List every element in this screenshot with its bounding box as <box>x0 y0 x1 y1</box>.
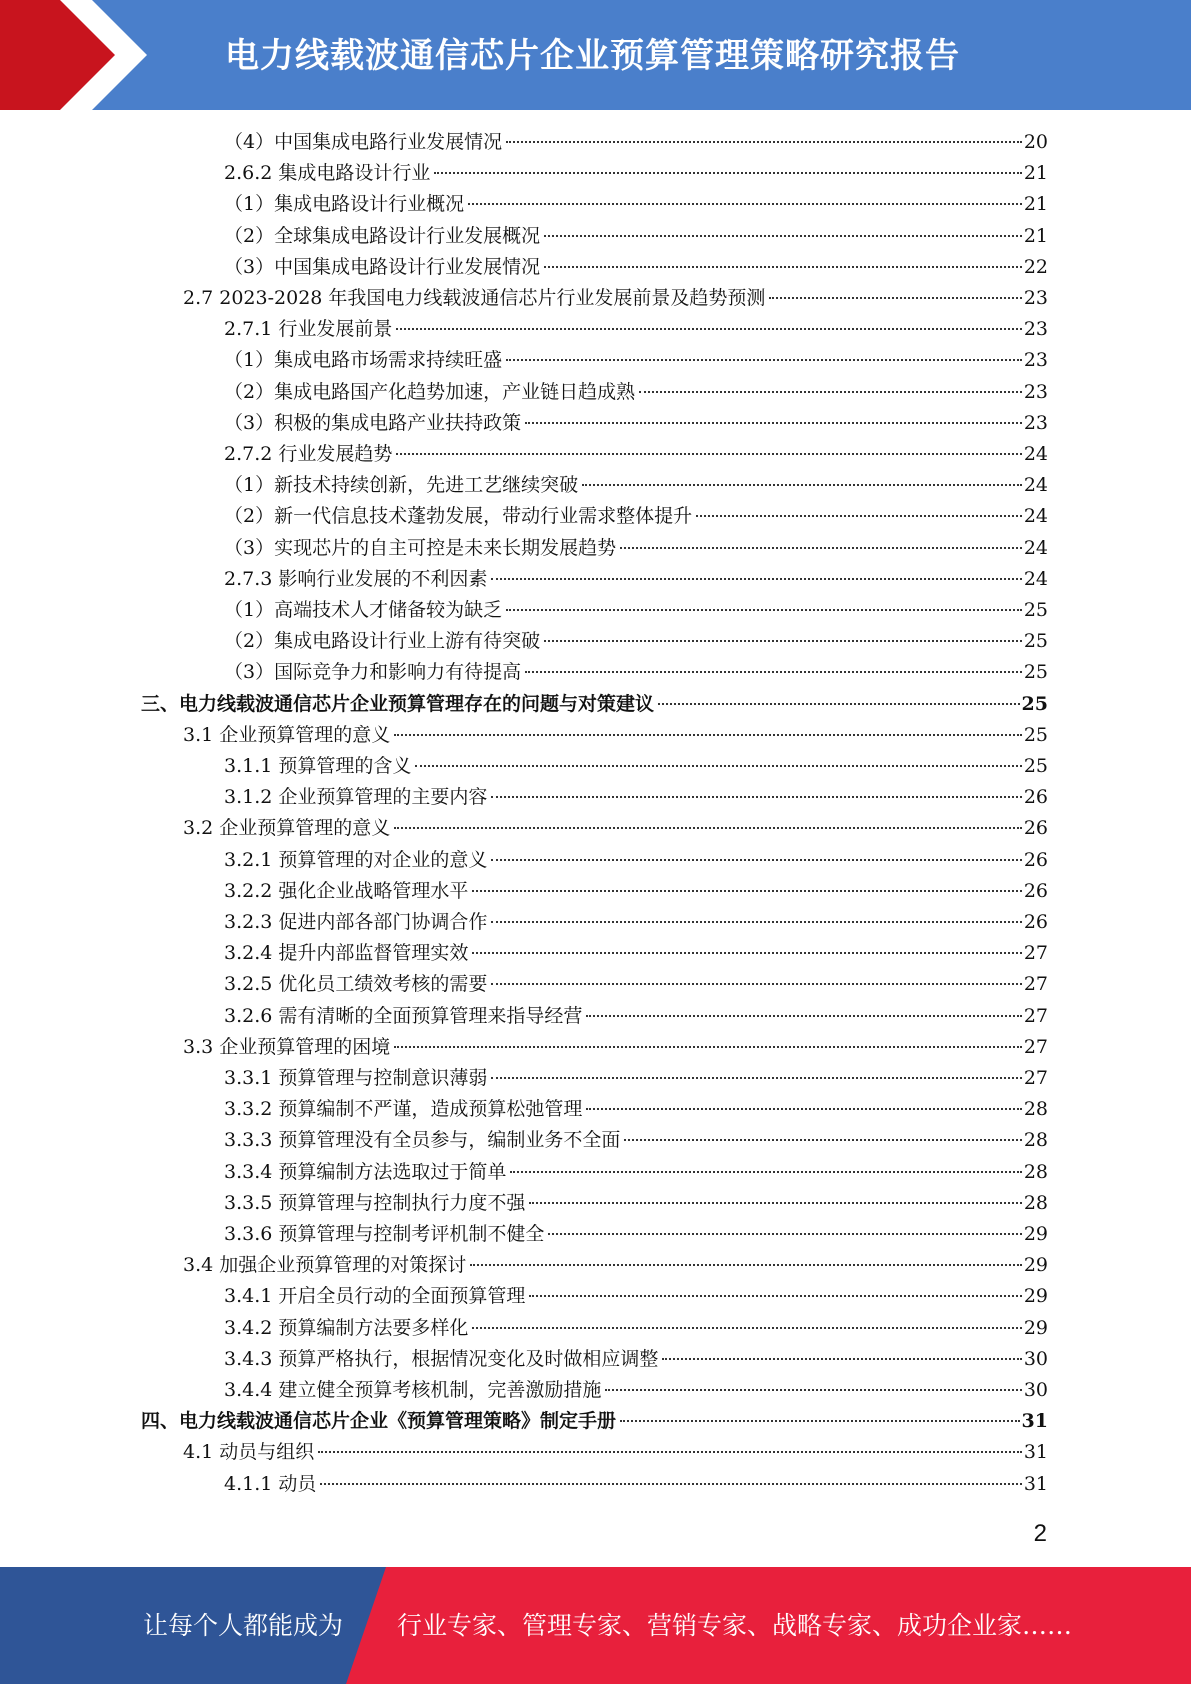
toc-dot-leader <box>548 1233 1021 1235</box>
toc-entry-title: （2）集成电路设计行业上游有待突破 <box>224 630 541 653</box>
toc-dot-leader <box>544 266 1022 268</box>
toc-entry[interactable] <box>224 1094 1048 1125</box>
toc-entry-title: 3.2.5 优化员工绩效考核的需要 <box>224 973 488 996</box>
toc-entry-page: 23 <box>1023 349 1048 372</box>
toc-entry[interactable] <box>224 345 1048 376</box>
toc-dot-leader <box>510 1171 1021 1173</box>
toc-dot-leader <box>394 827 1022 829</box>
toc-entry-title: 3.4 加强企业预算管理的对策探讨 <box>183 1254 467 1277</box>
toc-entry[interactable] <box>224 1188 1048 1219</box>
toc-entry-title: 3.2.6 需有清晰的全面预算管理来指导经营 <box>224 1004 583 1027</box>
toc-entry[interactable] <box>183 1437 1048 1468</box>
toc-entry[interactable] <box>224 1375 1048 1406</box>
toc-entry-page: 24 <box>1023 474 1048 497</box>
toc-entry[interactable] <box>224 1344 1048 1375</box>
toc-entry-title: （4）中国集成电路行业发展情况 <box>224 131 503 153</box>
toc-dot-leader <box>525 671 1022 673</box>
toc-entry-page: 25 <box>1023 599 1048 621</box>
toc-entry[interactable] <box>224 751 1048 782</box>
toc-entry-page: 20 <box>1023 131 1048 153</box>
toc-entry-page: 28 <box>1023 1160 1048 1183</box>
footer-slogan-left: 让每个人都能成为 <box>143 1611 344 1640</box>
toc-dot-leader <box>529 1295 1021 1297</box>
toc-entry-title: 3.4.4 建立健全预算考核机制，完善激励措施 <box>224 1379 602 1401</box>
toc-entry-title: 三、电力线载波通信芯片企业预算管理存在的问题与对策建议 <box>141 692 655 715</box>
toc-entry-page: 25 <box>1023 630 1048 653</box>
toc-entry-page: 24 <box>1023 505 1048 528</box>
toc-entry[interactable] <box>224 657 1048 688</box>
toc-dot-leader <box>396 453 1021 455</box>
toc-dot-leader <box>620 1420 1020 1422</box>
toc-entry-title: （1）集成电路设计行业概况 <box>224 193 465 216</box>
page-header <box>0 0 1191 110</box>
toc-entry[interactable] <box>224 969 1048 1000</box>
toc-dot-leader <box>506 609 1022 611</box>
toc-entry-page: 31 <box>1021 1410 1048 1433</box>
toc-entry-page: 23 <box>1023 411 1048 434</box>
toc-entry[interactable] <box>183 283 1048 314</box>
toc-entry[interactable] <box>224 1125 1048 1156</box>
toc-entry-title: （3）国际竞争力和影响力有待提高 <box>224 661 522 684</box>
toc-entry[interactable] <box>224 1313 1048 1344</box>
toc-dot-leader <box>470 1264 1022 1266</box>
toc-entry[interactable] <box>224 221 1048 252</box>
toc-entry-title: （3）中国集成电路设计行业发展情况 <box>224 255 541 278</box>
toc-dot-leader <box>696 515 1022 517</box>
toc-entry[interactable] <box>141 689 1048 720</box>
toc-entry-page: 24 <box>1023 567 1048 590</box>
toc-entry-title: 2.7.2 行业发展趋势 <box>224 443 393 465</box>
toc-dot-leader <box>639 391 1022 393</box>
toc-entry-title: （1）集成电路市场需求持续旺盛 <box>224 349 503 372</box>
toc-entry-page: 30 <box>1023 1347 1048 1370</box>
toc-entry[interactable] <box>224 1157 1048 1188</box>
toc-entry-page: 28 <box>1023 1129 1048 1152</box>
toc-entry-title: 3.4.3 预算严格执行，根据情况变化及时做相应调整 <box>224 1347 659 1370</box>
toc-entry[interactable] <box>141 1406 1048 1437</box>
toc-entry-title: （1）高端技术人才储备较为缺乏 <box>224 599 503 621</box>
toc-entry-title: 四、电力线载波通信芯片企业《预算管理策略》制定手册 <box>141 1410 617 1433</box>
toc-dot-leader <box>472 952 1021 954</box>
toc-entry[interactable] <box>224 408 1048 439</box>
toc-dot-leader <box>586 1015 1021 1017</box>
toc-entry-page: 26 <box>1023 911 1048 933</box>
toc-entry[interactable] <box>183 1250 1048 1281</box>
toc-dot-leader <box>318 1451 1022 1453</box>
toc-entry-title: （3）实现芯片的自主可控是未来长期发展趋势 <box>224 536 617 559</box>
toc-entry-page: 24 <box>1023 443 1048 465</box>
toc-entry[interactable] <box>224 564 1048 595</box>
toc-entry-title: （3）积极的集成电路产业扶持政策 <box>224 411 522 434</box>
toc-entry[interactable] <box>224 189 1048 220</box>
toc-dot-leader <box>620 547 1022 549</box>
toc-entry-title: 3.3.3 预算管理没有全员参与，编制业务不全面 <box>224 1129 621 1152</box>
toc-dot-leader <box>491 1077 1021 1079</box>
toc-dot-leader <box>662 1358 1021 1360</box>
toc-entry-title: 3.2.3 促进内部各部门协调合作 <box>224 911 488 933</box>
toc-entry-page: 25 <box>1023 755 1048 777</box>
toc-dot-leader <box>472 890 1021 892</box>
toc-entry-title: 3.4.2 预算编制方法要多样化 <box>224 1316 469 1339</box>
toc-entry-page: 29 <box>1023 1316 1048 1339</box>
toc-entry-title: 2.7.1 行业发展前景 <box>224 318 393 341</box>
toc-entry-title: 4.1.1 动员 <box>224 1472 317 1495</box>
toc-entry-page: 26 <box>1023 786 1048 809</box>
toc-entry-title: 2.7.3 影响行业发展的不利因素 <box>224 567 488 590</box>
toc-entry-page: 21 <box>1023 193 1048 216</box>
toc-dot-leader <box>506 141 1022 143</box>
toc-entry-title: 3.2 企业预算管理的意义 <box>183 817 391 840</box>
toc-entry-page: 31 <box>1023 1472 1048 1495</box>
toc-dot-leader <box>582 484 1022 486</box>
toc-entry[interactable] <box>224 595 1048 626</box>
toc-entry-title: 3.1.2 企业预算管理的主要内容 <box>224 786 488 809</box>
toc-entry-title: 3.2.2 强化企业战略管理水平 <box>224 879 469 902</box>
toc-entry[interactable] <box>224 439 1048 470</box>
toc-dot-leader <box>605 1389 1021 1391</box>
toc-entry[interactable] <box>224 501 1048 532</box>
toc-dot-leader <box>434 172 1021 174</box>
toc-entry-page: 26 <box>1023 879 1048 902</box>
toc-entry-page: 23 <box>1023 318 1048 341</box>
toc-dot-leader <box>506 359 1022 361</box>
toc-entry[interactable] <box>224 876 1048 907</box>
toc-entry[interactable] <box>224 252 1048 283</box>
footer-slogan-right: 行业专家、管理专家、营销专家、战略专家、成功企业家…… <box>397 1611 1073 1640</box>
toc-entry-page: 27 <box>1023 1035 1048 1058</box>
toc-entry[interactable] <box>224 938 1048 969</box>
toc-entry-page: 26 <box>1023 848 1048 871</box>
toc-dot-leader <box>468 203 1022 205</box>
toc-entry[interactable] <box>224 1219 1048 1250</box>
toc-entry-page: 27 <box>1023 1067 1048 1089</box>
toc-entry-title: 3.1 企业预算管理的意义 <box>183 723 391 746</box>
toc-dot-leader <box>396 328 1021 330</box>
toc-entry-page: 25 <box>1023 661 1048 684</box>
toc-entry-title: 4.1 动员与组织 <box>183 1441 315 1464</box>
toc-entry-title: （2）集成电路国产化趋势加速，产业链日趋成熟 <box>224 380 636 403</box>
toc-dot-leader <box>586 1108 1021 1110</box>
toc-entry[interactable] <box>224 1001 1048 1032</box>
toc-entry-page: 28 <box>1023 1191 1048 1214</box>
toc-entry-title: 3.3.5 预算管理与控制执行力度不强 <box>224 1191 526 1214</box>
report-title: 电力线载波通信芯片企业预算管理策略研究报告 <box>225 36 960 76</box>
toc-entry-page: 21 <box>1023 162 1048 185</box>
toc-dot-leader <box>529 1202 1021 1204</box>
toc-entry-page: 31 <box>1023 1441 1048 1464</box>
toc-entry-page: 22 <box>1023 255 1048 278</box>
toc-entry[interactable] <box>224 158 1048 189</box>
toc-entry-page: 29 <box>1023 1254 1048 1277</box>
toc-entry[interactable] <box>224 314 1048 345</box>
toc-entry-title: 3.3.2 预算编制不严谨，造成预算松弛管理 <box>224 1098 583 1121</box>
toc-entry[interactable] <box>224 470 1048 501</box>
toc-dot-leader <box>525 422 1022 424</box>
toc-dot-leader <box>658 703 1020 705</box>
toc-entry-page: 29 <box>1023 1223 1048 1245</box>
toc-dot-leader <box>491 859 1021 861</box>
toc-entry-page: 25 <box>1023 723 1048 746</box>
toc-entry-title: 3.3.1 预算管理与控制意识薄弱 <box>224 1067 488 1089</box>
toc-entry-page: 27 <box>1023 942 1048 965</box>
toc-dot-leader <box>624 1139 1021 1141</box>
toc-dot-leader <box>491 578 1021 580</box>
toc-entry-title: 3.2.4 提升内部监督管理实效 <box>224 942 469 965</box>
toc-entry[interactable] <box>224 907 1048 938</box>
toc-entry-page: 27 <box>1023 973 1048 996</box>
toc-entry-title: 3.3.4 预算编制方法选取过于简单 <box>224 1160 507 1183</box>
toc-entry-title: 3.1.1 预算管理的含义 <box>224 755 412 777</box>
toc-entry[interactable] <box>224 1281 1048 1312</box>
toc-dot-leader <box>769 297 1021 299</box>
toc-entry[interactable] <box>224 377 1048 408</box>
toc-entry-title: 3.3 企业预算管理的困境 <box>183 1035 391 1058</box>
toc-entry-title: 3.2.1 预算管理的对企业的意义 <box>224 848 488 871</box>
toc-entry-title: （2）新一代信息技术蓬勃发展，带动行业需求整体提升 <box>224 505 693 528</box>
toc-entry-page: 24 <box>1023 536 1048 559</box>
toc-entry-page: 26 <box>1023 817 1048 840</box>
toc-dot-leader <box>491 983 1021 985</box>
toc-dot-leader <box>394 734 1022 736</box>
toc-entry-page: 25 <box>1021 692 1048 715</box>
toc-entry-page: 21 <box>1023 224 1048 247</box>
toc-entry-page: 27 <box>1023 1004 1048 1027</box>
toc-dot-leader <box>415 765 1021 767</box>
toc-entry[interactable] <box>224 1469 1048 1500</box>
toc-entry-title: 3.4.1 开启全员行动的全面预算管理 <box>224 1285 526 1308</box>
page-number: 2 <box>1033 1520 1047 1547</box>
toc-dot-leader <box>320 1483 1021 1485</box>
toc-entry[interactable] <box>183 720 1048 751</box>
toc-entry[interactable] <box>224 782 1048 813</box>
toc-entry-title: 2.7 2023-2028 年我国电力线载波通信芯片行业发展前景及趋势预测 <box>183 287 766 309</box>
toc-dot-leader <box>544 640 1022 642</box>
toc-entry[interactable] <box>224 626 1048 657</box>
header-chevron-decoration <box>0 0 150 110</box>
toc-entry-title: （2）全球集成电路设计行业发展概况 <box>224 224 541 247</box>
toc-entry-page: 30 <box>1023 1379 1048 1401</box>
toc-entry-title: 3.3.6 预算管理与控制考评机制不健全 <box>224 1223 545 1245</box>
toc-dot-leader <box>491 796 1021 798</box>
toc-entry-page: 28 <box>1023 1098 1048 1121</box>
toc-entry-page: 23 <box>1023 380 1048 403</box>
toc-dot-leader <box>544 235 1022 237</box>
toc-dot-leader <box>394 1046 1022 1048</box>
toc-entry-title: （1）新技术持续创新，先进工艺继续突破 <box>224 474 579 497</box>
toc-dot-leader <box>472 1327 1021 1329</box>
toc-dot-leader <box>491 921 1021 923</box>
toc-entry[interactable] <box>224 1063 1048 1094</box>
toc-entry-page: 23 <box>1023 287 1048 309</box>
toc-entry[interactable] <box>224 127 1048 158</box>
toc-entry-title: 2.6.2 集成电路设计行业 <box>224 162 431 185</box>
toc-entry[interactable] <box>183 813 1048 844</box>
toc-entry[interactable] <box>183 1032 1048 1063</box>
toc-entry-page: 29 <box>1023 1285 1048 1308</box>
toc-entry[interactable] <box>224 533 1048 564</box>
toc-entry[interactable] <box>224 845 1048 876</box>
page-footer <box>0 1567 1191 1684</box>
